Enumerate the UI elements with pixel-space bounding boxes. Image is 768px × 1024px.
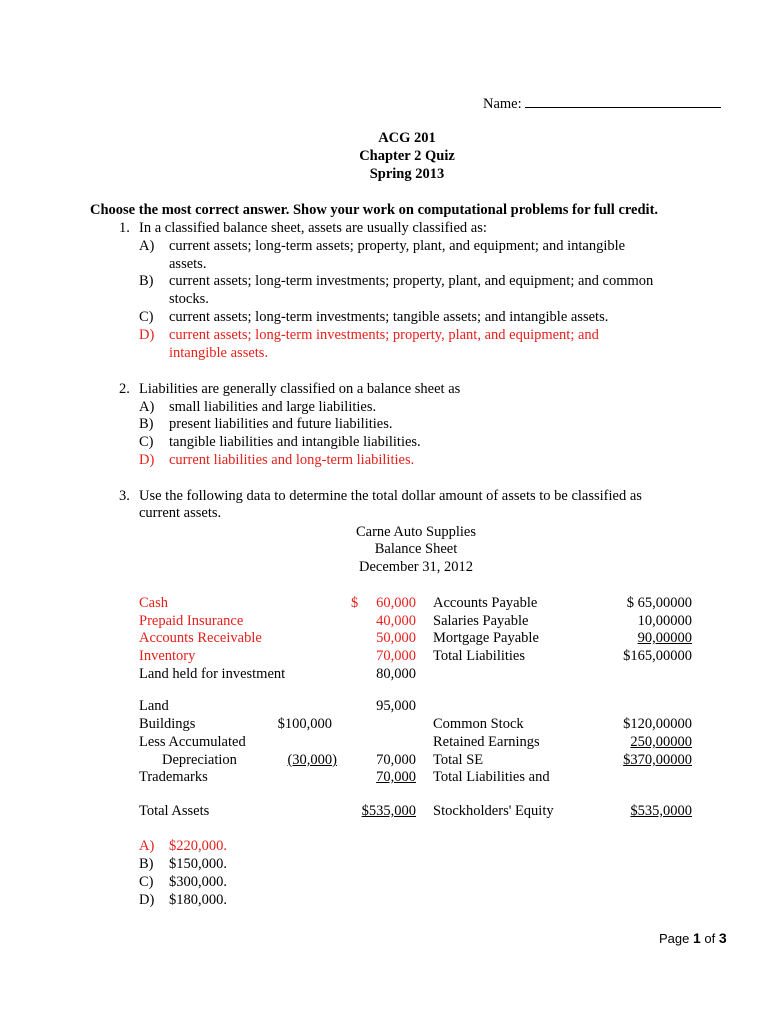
bs-company: Carne Auto Supplies (355, 524, 477, 540)
quiz-title: Chapter 2 Quiz (359, 148, 455, 164)
q3-option-d-text[interactable]: $180,000. (169, 892, 227, 908)
total-le-label-line1: Total Liabilities and (433, 769, 550, 785)
q2-option-c-letter[interactable]: C) (139, 434, 154, 450)
asset-amount-total: $535,000 (361, 803, 416, 819)
q3-option-b-letter[interactable]: B) (139, 856, 154, 872)
name-blank-line[interactable] (525, 94, 721, 108)
bs-statement: Balance Sheet (374, 541, 458, 557)
asset-label-depreciation: Depreciation (162, 752, 237, 768)
asset-amount-cash: 60,000 (376, 595, 416, 611)
equity-label-re: Retained Earnings (433, 734, 540, 750)
asset-label-less-acc: Less Accumulated (139, 734, 246, 750)
accumulated-depreciation: (30,000) (287, 752, 337, 768)
q2-option-d-letter[interactable]: D) (139, 452, 155, 468)
q1-option-b-text[interactable]: current assets; long-term investments; property, plant, and equipment; and common (169, 273, 654, 289)
asset-amount-inventory: 70,000 (376, 648, 416, 664)
bs-date: December 31, 2012 (359, 559, 473, 575)
total-le-amount: $535,0000 (630, 803, 692, 819)
q2-option-a-text[interactable]: small liabilities and large liabilities. (169, 399, 377, 415)
asset-label-cash: Cash (139, 595, 168, 611)
q3-option-c-letter[interactable]: C) (139, 874, 154, 890)
page-current: 1 (693, 930, 701, 946)
asset-label-total: Total Assets (139, 803, 210, 819)
term-title: Spring 2013 (369, 166, 445, 182)
equity-amount-re: 250,00000 (630, 734, 692, 750)
total-le-label-line2: Stockholders' Equity (433, 803, 554, 819)
asset-label-prepaid: Prepaid Insurance (139, 613, 244, 629)
q1-option-b-text-cont[interactable]: stocks. (169, 291, 209, 307)
q1-option-d-text[interactable]: current assets; long-term investments; property, plant, and equipment; and (169, 327, 599, 343)
asset-amount-buildings-net: 70,000 (376, 752, 416, 768)
asset-label-land-invest: Land held for investment (139, 666, 286, 682)
q1-option-d-text-cont[interactable]: intangible assets. (169, 345, 269, 361)
asset-label-receivable: Accounts Receivable (139, 630, 262, 646)
q1-option-c-text[interactable]: current assets; long-term investments; tangible assets; and intangible assets. (169, 309, 609, 325)
q3-number: 3. (119, 488, 130, 504)
liab-amount-mp: 90,00000 (637, 630, 692, 646)
asset-amount-receivable: 50,000 (376, 630, 416, 646)
equity-amount-tse: $370,00000 (623, 752, 692, 768)
equity-label-cs: Common Stock (433, 716, 524, 732)
q1-text: In a classified balance sheet, assets are usually classified as: (139, 220, 487, 236)
q3-option-a-text[interactable]: $220,000. (169, 838, 227, 854)
page-total: 3 (718, 930, 727, 946)
q1-option-a-text-cont[interactable]: assets. (169, 256, 207, 272)
asset-label-inventory: Inventory (139, 648, 196, 664)
asset-amount-land-invest: 80,000 (376, 666, 416, 682)
page-indicator (659, 929, 727, 948)
q1-number: 1. (119, 220, 130, 236)
name-field[interactable] (483, 94, 721, 113)
asset-label-land: Land (139, 698, 169, 714)
q1-option-a-text[interactable]: current assets; long-term assets; property, plant, and equipment; and intangible (169, 238, 626, 254)
q2-text: Liabilities are generally classified on a balance sheet as (139, 381, 461, 397)
q3-option-d-letter[interactable]: D) (139, 892, 155, 908)
page-of-word: of (704, 931, 716, 946)
q2-option-d-text[interactable]: current liabilities and long-term liabilities. (169, 452, 415, 468)
equity-amount-cs: $120,00000 (623, 716, 692, 732)
name-label: Name: (483, 96, 522, 112)
q1-option-c-letter[interactable]: C) (139, 309, 154, 325)
liab-label-tl: Total Liabilities (433, 648, 526, 664)
q2-option-b-text[interactable]: present liabilities and future liabilities. (169, 416, 393, 432)
buildings-gross: $100,000 (277, 716, 332, 732)
equity-label-tse: Total SE (433, 752, 484, 768)
liab-label-ap: Accounts Payable (433, 595, 538, 611)
asset-amount-prepaid: 40,000 (376, 613, 416, 629)
asset-amount-land: 95,000 (376, 698, 416, 714)
cash-dollar-sign: $ (351, 595, 359, 611)
liab-label-mp: Mortgage Payable (433, 630, 539, 646)
liab-label-sp: Salaries Payable (433, 613, 529, 629)
q3-option-a-letter[interactable]: A) (139, 838, 155, 854)
asset-label-trademarks: Trademarks (139, 769, 208, 785)
q3-text-cont: current assets. (139, 505, 222, 521)
q1-option-a-letter[interactable]: A) (139, 238, 155, 254)
q2-option-c-text[interactable]: tangible liabilities and intangible liabilities. (169, 434, 421, 450)
q2-option-a-letter[interactable]: A) (139, 399, 155, 415)
q3-text: Use the following data to determine the total dollar amount of assets to be classified as (139, 488, 642, 504)
course-title: ACG 201 (378, 130, 436, 146)
asset-amount-trademarks: 70,000 (376, 769, 416, 785)
liab-amount-tl: $165,00000 (623, 648, 692, 664)
page-word: Page (659, 931, 690, 946)
q1-option-b-letter[interactable]: B) (139, 273, 154, 289)
instructions: Choose the most correct answer. Show your work on computational problems for full credit. (90, 202, 659, 218)
liab-amount-ap: $ 65,00000 (626, 595, 692, 611)
q3-option-c-text[interactable]: $300,000. (169, 874, 227, 890)
liab-amount-sp: 10,00000 (637, 613, 692, 629)
asset-label-buildings: Buildings (139, 716, 196, 732)
q2-number: 2. (119, 381, 130, 397)
q1-option-d-letter[interactable]: D) (139, 327, 155, 343)
q3-option-b-text[interactable]: $150,000. (169, 856, 227, 872)
q2-option-b-letter[interactable]: B) (139, 416, 154, 432)
